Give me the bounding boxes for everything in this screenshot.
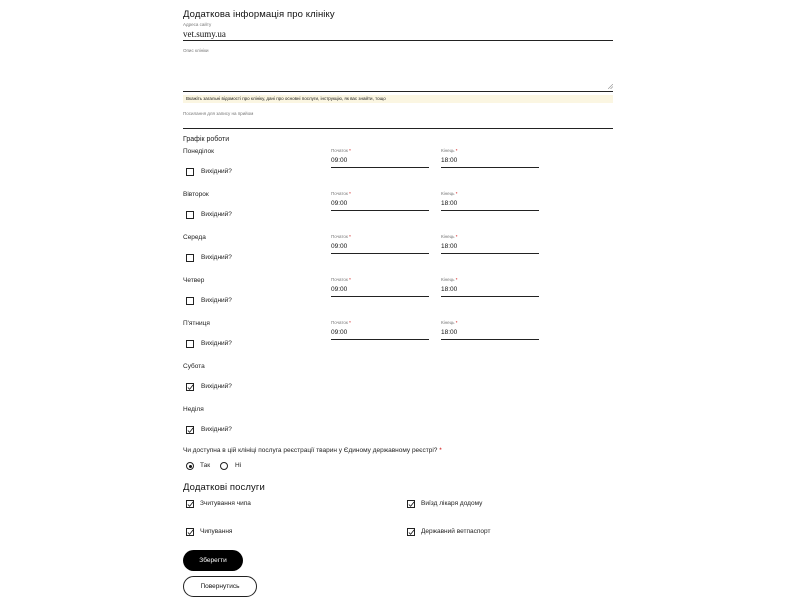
service-home-visit-checkbox[interactable]	[407, 500, 415, 508]
check-icon	[408, 529, 415, 536]
dayoff-checkbox[interactable]	[186, 211, 194, 219]
registry-required-mark: *	[439, 447, 442, 454]
day-name: П'ятниця	[183, 320, 210, 327]
service-chip-reading-checkbox[interactable]	[186, 500, 194, 508]
required-mark: *	[349, 277, 351, 282]
start-time-underline	[331, 296, 429, 297]
extra-info-title: Додаткова інформація про клініку	[183, 9, 335, 20]
registry-no-label[interactable]: Ні	[235, 462, 242, 469]
start-time-underline	[331, 210, 429, 211]
website-underline	[183, 40, 613, 41]
back-button[interactable]: Повернутись	[183, 576, 257, 597]
website-input[interactable]: vet.sumy.ua	[183, 29, 226, 39]
start-label-text: Початок	[331, 148, 348, 153]
start-time-underline	[331, 253, 429, 254]
services-title: Додаткові послуги	[183, 482, 265, 493]
service-vet-passport-checkbox[interactable]	[407, 528, 415, 536]
end-label	[441, 234, 458, 239]
service-chipping-checkbox[interactable]	[186, 528, 194, 536]
website-label: Адреса сайту	[183, 22, 212, 27]
description-underline	[183, 91, 613, 92]
start-time-input[interactable]: 09:00	[331, 286, 348, 293]
required-mark: *	[455, 191, 458, 196]
day-name: Вівторок	[183, 191, 209, 198]
end-time-input[interactable]: 18:00	[441, 286, 458, 293]
check-icon	[408, 501, 415, 508]
start-time-input[interactable]: 09:00	[331, 243, 348, 250]
dayoff-label[interactable]: Вихідний?	[201, 383, 232, 390]
check-icon	[187, 384, 194, 391]
radio-selected-dot	[189, 465, 192, 468]
start-label	[331, 148, 351, 153]
check-icon	[187, 529, 194, 536]
booking-label: Посилання для запису на прийом	[183, 111, 254, 116]
required-mark: *	[455, 148, 458, 153]
start-time-underline	[331, 339, 429, 340]
dayoff-label[interactable]: Вихідний?	[201, 168, 232, 175]
description-label: Опис клініки	[183, 48, 209, 53]
end-label	[441, 148, 458, 153]
day-name: Субота	[183, 363, 205, 370]
end-time-input[interactable]: 18:00	[441, 200, 458, 207]
registry-yes-radio[interactable]	[186, 462, 194, 470]
start-label-text: Початок	[331, 234, 348, 239]
start-time-input[interactable]: 09:00	[331, 329, 348, 336]
dayoff-label[interactable]: Вихідний?	[201, 297, 232, 304]
dayoff-checkbox[interactable]	[186, 426, 194, 434]
description-hint: Вкажіть загальні відомості про клініку, дані про основні послуги, інструкцію, як вас знайти, тощо	[183, 95, 613, 103]
end-label-text: Кінець	[441, 191, 455, 196]
required-mark: *	[455, 320, 458, 325]
required-mark: *	[349, 148, 351, 153]
dayoff-label[interactable]: Вихідний?	[201, 211, 232, 218]
booking-underline	[183, 128, 613, 129]
end-time-underline	[441, 167, 539, 168]
start-time-input[interactable]: 09:00	[331, 157, 348, 164]
dayoff-checkbox[interactable]	[186, 297, 194, 305]
end-label	[441, 191, 458, 196]
required-mark: *	[455, 234, 458, 239]
booking-input[interactable]	[183, 117, 613, 128]
required-mark: *	[349, 191, 351, 196]
end-label	[441, 320, 458, 325]
start-label	[331, 234, 351, 239]
end-time-input[interactable]: 18:00	[441, 243, 458, 250]
resize-handle-icon[interactable]	[608, 84, 613, 89]
check-icon	[187, 427, 194, 434]
dayoff-label[interactable]: Вихідний?	[201, 426, 232, 433]
end-label-text: Кінець	[441, 277, 455, 282]
day-name: Понеділок	[183, 148, 214, 155]
end-label-text: Кінець	[441, 234, 455, 239]
service-vet-passport-label[interactable]: Державний ветпаспорт	[421, 528, 491, 535]
end-time-underline	[441, 253, 539, 254]
day-name: Неділя	[183, 406, 204, 413]
registry-yes-label[interactable]: Так	[200, 462, 211, 469]
registry-question	[183, 447, 442, 454]
dayoff-checkbox[interactable]	[186, 383, 194, 391]
registry-question-text: Чи доступна в цій клініці послуга реєстрації тварин у Єдиному державному реєстрі?	[183, 447, 438, 454]
check-icon	[187, 501, 194, 508]
start-label-text: Початок	[331, 191, 348, 196]
end-time-underline	[441, 296, 539, 297]
end-time-input[interactable]: 18:00	[441, 329, 458, 336]
start-label	[331, 277, 351, 282]
start-time-input[interactable]: 09:00	[331, 200, 348, 207]
end-label-text: Кінець	[441, 148, 455, 153]
end-time-underline	[441, 210, 539, 211]
start-label-text: Початок	[331, 277, 348, 282]
end-time-input[interactable]: 18:00	[441, 157, 458, 164]
end-label	[441, 277, 458, 282]
dayoff-label[interactable]: Вихідний?	[201, 340, 232, 347]
required-mark: *	[349, 234, 351, 239]
day-name: Середа	[183, 234, 206, 241]
registry-no-radio[interactable]	[220, 462, 228, 470]
required-mark: *	[455, 277, 458, 282]
end-label-text: Кінець	[441, 320, 455, 325]
service-chipping-label[interactable]: Чипування	[200, 528, 233, 535]
description-textarea[interactable]	[183, 55, 613, 91]
dayoff-checkbox[interactable]	[186, 340, 194, 348]
schedule-title: Графік роботи	[183, 136, 230, 143]
start-label	[331, 320, 351, 325]
dayoff-checkbox[interactable]	[186, 168, 194, 176]
dayoff-checkbox[interactable]	[186, 254, 194, 262]
start-label-text: Початок	[331, 320, 348, 325]
end-time-underline	[441, 339, 539, 340]
required-mark: *	[349, 320, 351, 325]
service-home-visit-label[interactable]: Виїзд лікаря додому	[421, 500, 483, 507]
service-chip-reading-label[interactable]: Зчитування чипа	[200, 500, 251, 507]
start-time-underline	[331, 167, 429, 168]
day-name: Четвер	[183, 277, 205, 284]
dayoff-label[interactable]: Вихідний?	[201, 254, 232, 261]
save-button[interactable]: Зберегти	[183, 550, 243, 571]
start-label	[331, 191, 351, 196]
